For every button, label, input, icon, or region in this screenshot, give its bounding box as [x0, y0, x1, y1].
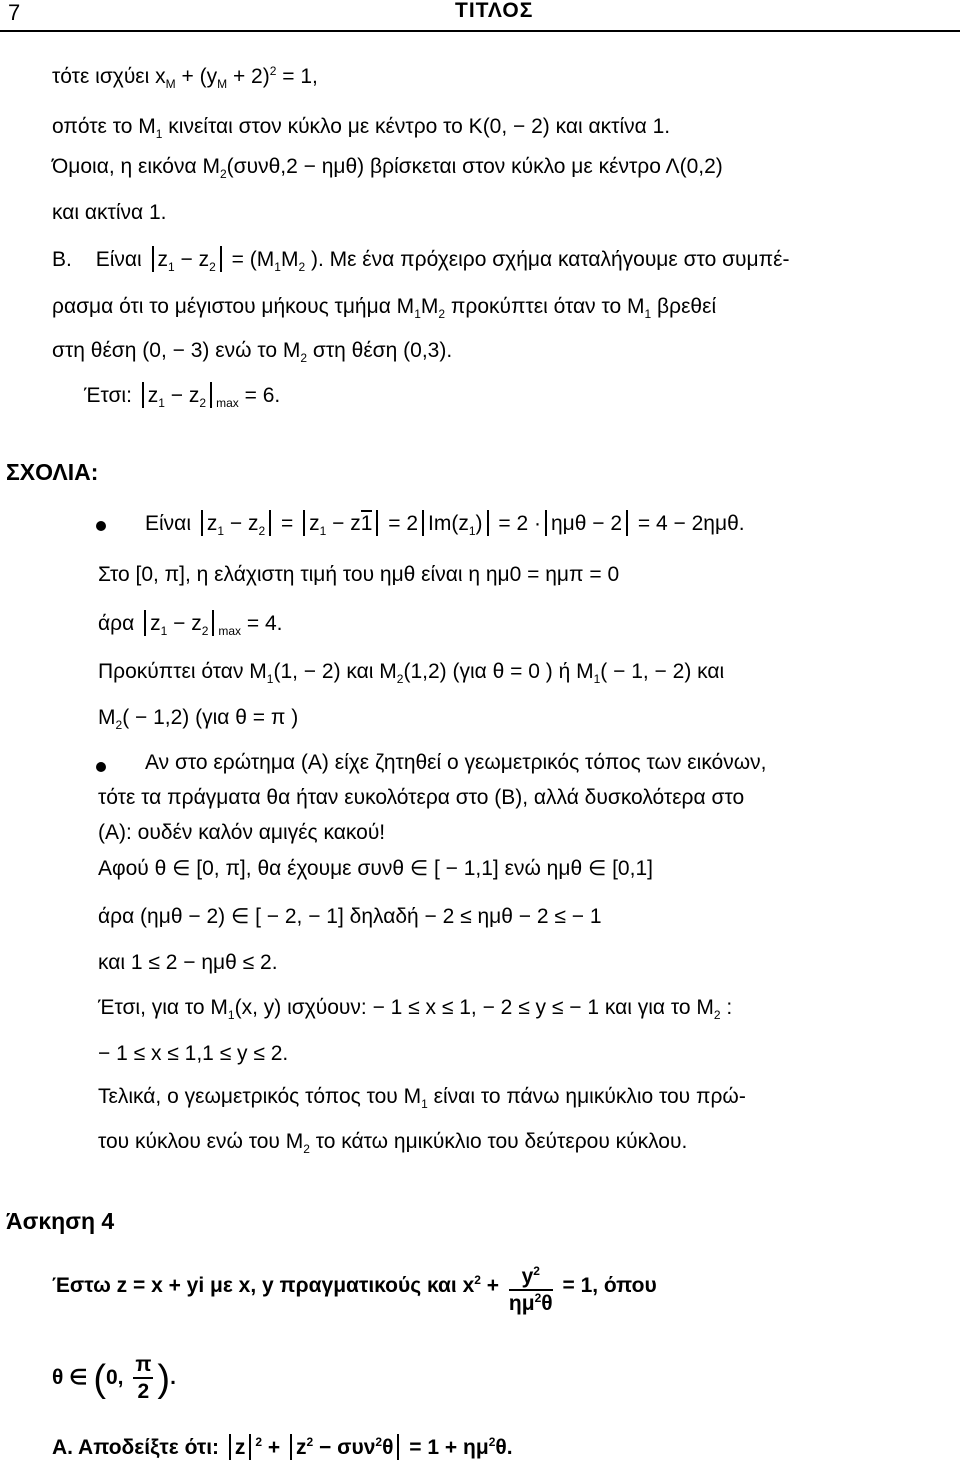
- exercise-statement: Έστω z = x + yi με x, y πραγματικούς και $x^2$ + $\frac{y^2}{\eta\mu^2\theta}$ = 1, όπου: [52, 1264, 657, 1315]
- text-line: τότε τα πράγματα θα ήταν ευκολότερα στο (Β), αλλά δυσκολότερα στο: [98, 786, 745, 809]
- section-heading-scholia: ΣΧΟΛΙΑ:: [6, 459, 99, 485]
- section-heading-exercise: Άσκηση 4: [6, 1208, 115, 1234]
- bullet-icon: [96, 521, 106, 531]
- text-line: $M_2( - 1,2)$ (για θ = π ): [98, 706, 299, 733]
- text-line: Αφού θ ∈ [0, π], θα έχουμε συνθ ∈ [ − 1,1] ενώ ημθ ∈ [0,1]: [98, 857, 653, 880]
- text-line: ρασμα ότι το μέγιστου μήκους τμήμα $M_1M_2$ προκύπτει όταν το $M_1$ βρεθεί: [52, 295, 717, 322]
- text-line: − 1 ≤ x ≤ 1,1 ≤ y ≤ 2.: [98, 1042, 289, 1065]
- text-line: του κύκλου ενώ του $M_2$ το κάτω ημικύκλιο του δεύτερου κύκλου.: [98, 1130, 688, 1157]
- text-line: τότε ισχύει $x_M + (y_M + 2)^2 = 1$,: [52, 64, 318, 92]
- text-line: Τελικά, ο γεωμετρικός τόπος του $M_1$ είναι το πάνω ημικύκλιο του πρώ-: [98, 1085, 746, 1112]
- text-line: Όμοια, η εικόνα $M_2(\sigma\upsilon\nu\theta,2 - \eta\mu\theta)$ βρίσκεται στον κύκλο με κέντρο Λ(0,2): [52, 155, 723, 182]
- page-header: [0, 0, 960, 36]
- page-title: ΤΙΤΛΟΣ: [455, 0, 534, 22]
- text-line: Αν στο ερώτημα (Α) είχε ζητηθεί ο γεωμετρικός τόπος των εικόνων,: [145, 751, 767, 774]
- text-line: B. Είναι $z_1 - z_2 = (M_1M_2$ ). Με ένα πρόχειρο σχήμα καταλήγουμε στο συμπέ-: [52, 248, 790, 275]
- bullet-icon: [96, 762, 106, 772]
- text-line: Έτσι, για το $M_1(x$, y) ισχύουν: − 1 ≤ x ≤ 1, − 2 ≤ y ≤ − 1 και για το $M_2$ :: [98, 996, 733, 1023]
- text-line: Έτσι: $z_1 - z_2$ $_{max}$ = 6.: [84, 384, 281, 411]
- text-line: οπότε το $M_1$ κινείται στον κύκλο με κέντρο το K(0, − 2) και ακτίνα 1.: [52, 115, 671, 142]
- text-line: και ακτίνα 1.: [52, 201, 167, 224]
- page-number: 7: [8, 0, 21, 25]
- text-line: άρα $z_1 - z_2$ $_{max}$ = 4.: [98, 612, 283, 639]
- text-line: Είναι $z_1 - z_2 = z_1 - z1 = 2$ $Im(z_1) = 2 \cdot \eta\mu\theta - 2 = 4 - 2\eta\mu\theta$.: [145, 512, 745, 539]
- header-rule: [0, 30, 960, 32]
- text-line: (Α): ουδέν καλόν αμιγές κακού!: [98, 821, 386, 844]
- exercise-question-a: Α. Αποδείξτε ότι: z $^2 + z^2 - \sigma\upsilon\nu^2\theta = 1 + \eta\mu^2\theta$.: [52, 1435, 513, 1459]
- text-line: και 1 ≤ 2 − ημθ ≤ 2.: [98, 951, 278, 974]
- text-line: Στο [0, π], η ελάχιστη τιμή του ημθ είναι η ημ0 = ημπ = 0: [98, 563, 620, 586]
- exercise-condition: θ ∈ (0, $\frac{\pi}{2}$ ).: [52, 1353, 176, 1403]
- text-line: άρα (ημθ − 2) ∈ [ − 2, − 1] δηλαδή − 2 ≤ ημθ − 2 ≤ − 1: [98, 905, 602, 928]
- text-line: Προκύπτει όταν $M_1(1$, − 2) και $M_2(1,2)$ (για θ = 0 ) ή $M_1( - 1$, − 2) και: [98, 660, 725, 687]
- part-label: B.: [52, 248, 72, 271]
- text-line: στη θέση (0, − 3) ενώ το $M_2$ στη θέση (0,3).: [52, 339, 453, 366]
